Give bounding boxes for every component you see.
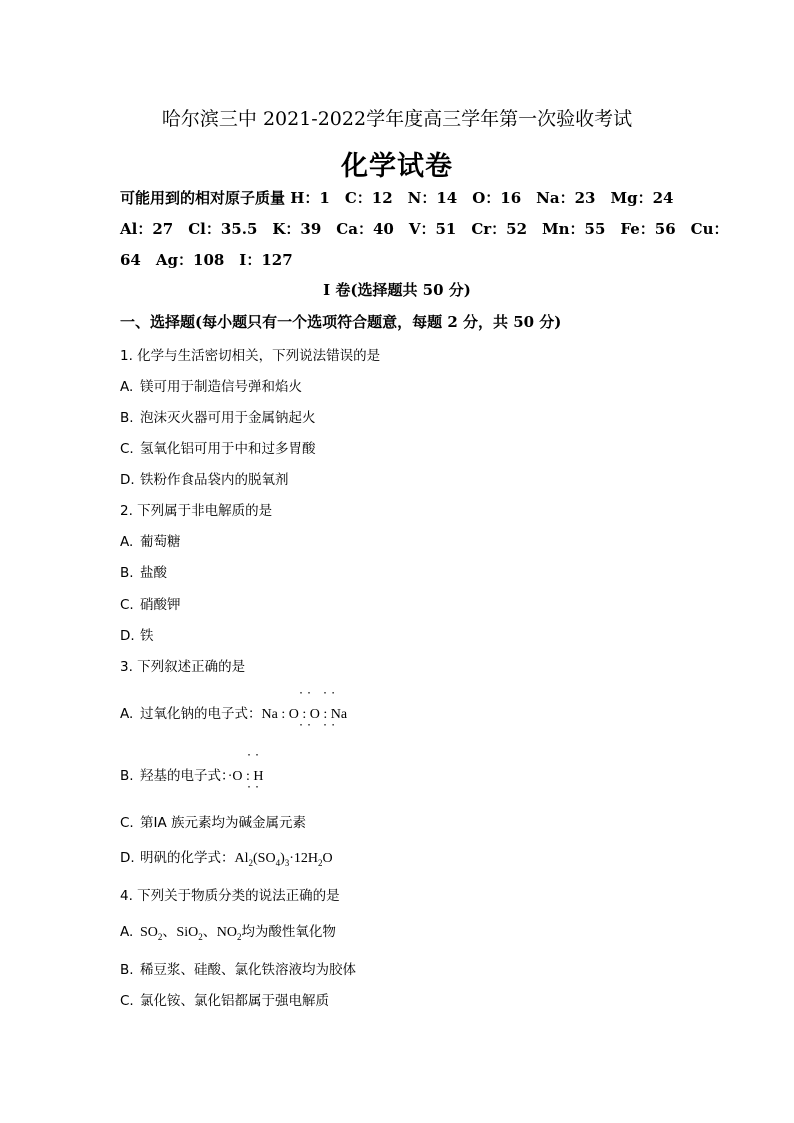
option-text: 铁粉作食品袋内的脱氧剂	[140, 472, 289, 488]
option-text: 葡萄糖	[140, 534, 181, 550]
lone-pair-dots: ··	[246, 750, 263, 761]
option-letter: D.	[120, 850, 135, 866]
option-letter: B.	[120, 565, 134, 581]
lone-pair-dots: ·· ··	[298, 720, 339, 731]
q1-option-a	[120, 375, 302, 395]
q3-option-b	[120, 764, 264, 785]
option-letter: A.	[120, 379, 134, 395]
option-letter: D.	[120, 628, 135, 644]
option-text: 氢氧化铝可用于中和过多胃酸	[140, 441, 316, 457]
option-text: 氯化铵、氯化铝都属于强电解质	[140, 993, 329, 1009]
question-3-stem: 3. 下列叙述正确的是	[120, 659, 246, 675]
q2-option-c	[120, 593, 181, 613]
option-letter: B.	[120, 768, 134, 784]
option-letter: C.	[120, 441, 134, 457]
option-text: 第ⅠA 族元素均为碱金属元素	[140, 815, 307, 831]
q1-option-d	[120, 468, 289, 488]
hydroxyl-electron-formula: ·O : H	[227, 769, 264, 784]
lone-pair-dots: ·· ··	[298, 688, 339, 699]
q3-option-d	[120, 846, 333, 868]
option-letter: C.	[120, 815, 134, 831]
q4-option-b	[120, 958, 356, 978]
option-letter: B.	[120, 410, 134, 426]
acidic-oxides-formula: $SO_2$、SiO$_2$、$NO_2$	[140, 925, 242, 942]
option-text: 均为酸性氧化物	[241, 924, 336, 940]
q1-option-c	[120, 437, 316, 457]
option-letter: B.	[120, 962, 134, 978]
option-text: 羟基的电子式：	[140, 768, 228, 784]
alum-formula: $Al_2(SO_4)_3\cdot 12H_2O$	[234, 851, 333, 868]
atomic-mass-line-1: 可能用到的相对原子质量 H：1 C：12 N：14 O：16 Na：23 Mg：24	[120, 189, 674, 207]
subject-title: 化学试卷	[341, 151, 453, 182]
atomic-mass-line-3: 64 Ag：108 I：127	[120, 251, 293, 269]
option-text: 泡沫灭火器可用于金属钠起火	[140, 410, 316, 426]
option-letter: D.	[120, 472, 135, 488]
q2-option-d	[120, 624, 154, 644]
option-text: 硝酸钾	[140, 597, 181, 613]
option-letter: A.	[120, 706, 134, 722]
option-letter: A.	[120, 534, 134, 550]
atomic-mass-line-2: Al：27 Cl：35.5 K：39 Ca：40 V：51 Cr：52 Mn：55 Fe：56 Cu：	[120, 220, 729, 238]
question-4-stem: 4. 下列关于物质分类的说法正确的是	[120, 888, 340, 904]
part-title: 一、选择题(每小题只有一个选项符合题意，每题 2 分，共 50 分)	[120, 313, 562, 331]
q3-option-c	[120, 811, 306, 831]
q2-option-b	[120, 561, 167, 581]
option-letter: C.	[120, 993, 134, 1009]
option-letter: C.	[120, 597, 134, 613]
option-text: 过氧化钠的电子式：	[140, 706, 262, 722]
sodium-peroxide-electron-formula: Na : O : O : Na	[261, 707, 348, 722]
exam-title: 哈尔滨三中 2021-2022学年度高三学年第一次验收考试	[161, 108, 633, 130]
option-text: 稀豆浆、硅酸、氯化铁溶液均为胶体	[140, 962, 356, 978]
option-letter: A.	[120, 924, 134, 940]
q4-option-c	[120, 989, 329, 1009]
q2-option-a	[120, 530, 181, 550]
option-text: 盐酸	[140, 565, 167, 581]
question-2-stem: 2. 下列属于非电解质的是	[120, 503, 273, 519]
q4-option-a	[120, 920, 336, 942]
option-text: 铁	[140, 628, 154, 644]
question-1-stem: 1. 化学与生活密切相关，下列说法错误的是	[120, 348, 381, 364]
option-text: 镁可用于制造信号弹和焰火	[140, 379, 302, 395]
lone-pair-dots: ··	[246, 782, 263, 793]
option-text: 明矾的化学式：	[140, 850, 235, 866]
q1-option-b	[120, 406, 316, 426]
volume-title: I 卷(选择题共 50 分)	[323, 281, 471, 299]
